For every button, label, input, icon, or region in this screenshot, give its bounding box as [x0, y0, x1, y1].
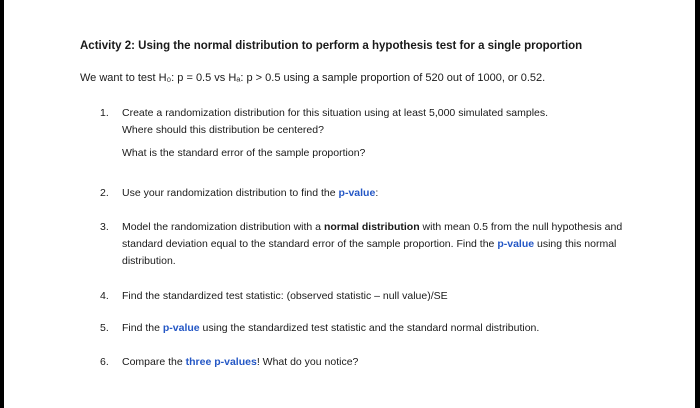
item-number: 1. [100, 107, 109, 119]
item-text: Where should this distribution be centered? [122, 124, 324, 136]
item-text: Use your randomization distribution to find the [122, 187, 339, 199]
item-text: Create a randomization distribution for this situation using at least 5,000 simulated samples. [122, 107, 549, 119]
item-number: 4. [100, 290, 109, 302]
item-text: Model the randomization distribution with a [122, 221, 324, 233]
p-value-term: p-value [338, 187, 376, 199]
intro-text: We want to test H₀: p = 0.5 vs Hₐ: p > 0.5 using a sample proportion of 520 out of 1000, or 0.52. [80, 72, 546, 84]
item-text: with mean 0.5 from the null hypothesis and standard deviation equal to the standard error of the sample proportion. Find the [122, 221, 623, 250]
normal-distribution-term: normal distribution [323, 221, 420, 233]
item-text: using this normal distribution. [122, 238, 617, 267]
item-text: Find the standardized test statistic: (observed statistic – null value)/SE [122, 290, 448, 302]
item-text: What is the standard error of the sample proportion? [122, 147, 366, 159]
item-text: ! What do you notice? [256, 356, 359, 368]
document-page [4, 0, 695, 408]
item-text: using the standardized test statistic and the standard normal distribution. [199, 322, 540, 334]
item-number: 2. [100, 187, 109, 199]
activity-title: Activity 2: Using the normal distribution to perform a hypothesis test for a single proportion [80, 40, 583, 52]
p-value-term: p-value [497, 238, 535, 250]
item-text: Find the [122, 322, 163, 334]
item-number: 3. [100, 221, 109, 233]
item-number: 6. [100, 356, 109, 368]
three-p-values-term: three p-values [185, 356, 257, 368]
item-text: Compare the [122, 356, 186, 368]
p-value-term: p-value [162, 322, 200, 334]
item-text: : [375, 187, 379, 199]
item-number: 5. [100, 322, 109, 334]
